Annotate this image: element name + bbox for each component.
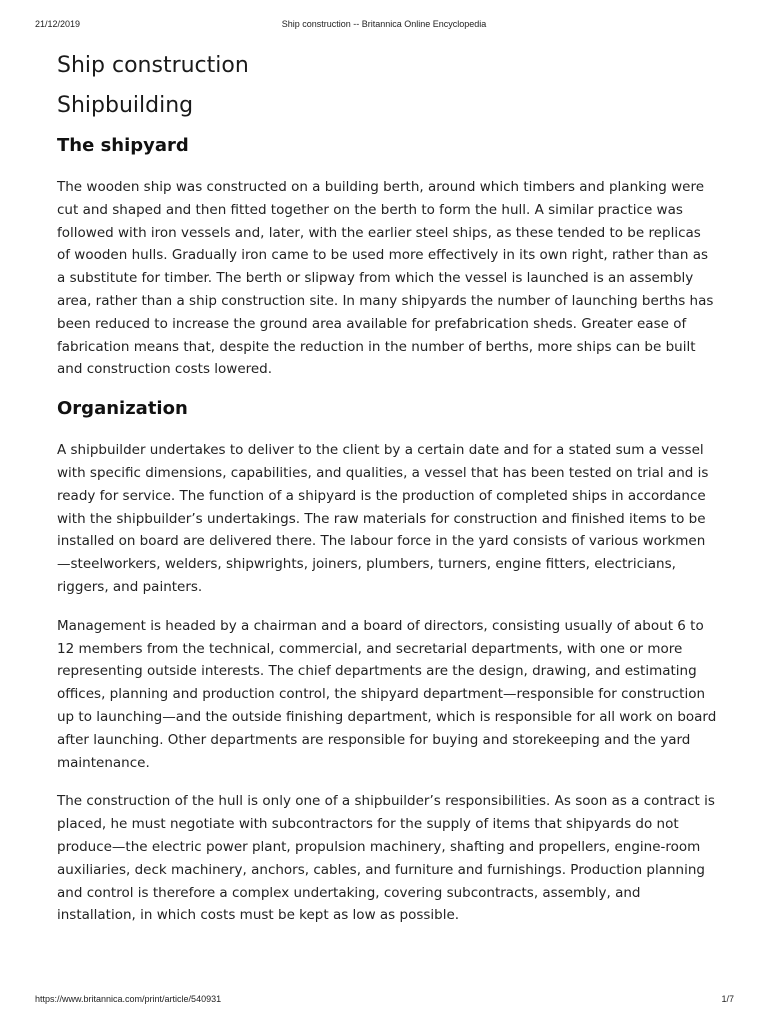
- page-number: 1/7: [721, 994, 734, 1004]
- paragraph-organization-2: Management is headed by a chairman and a board of directors, consisting usually of about 6 to 12 members from the technical, commercial, and secretarial departments, with one or more representing outside interests. The chief departments are the design, drawing, and estimating offices, planning and production control, the shipyard department—responsible for construction up to launching—and the outside finishing department, which is responsible for all work on board after launching. Other departments are responsible for buying and storekeeping and the yard maintenance.: [57, 617, 717, 771]
- section-heading-shipyard: The shipyard: [57, 135, 189, 156]
- print-page-title: Ship construction -- Britannica Online Encyclopedia: [281, 19, 487, 29]
- source-url: https://www.britannica.com/print/article/540931: [35, 994, 222, 1004]
- article-title: Ship construction: [57, 53, 249, 78]
- article-content: [57, 48, 717, 927]
- print-date: 21/12/2019: [35, 19, 81, 29]
- section-heading-organization: Organization: [57, 398, 188, 420]
- article-subtitle: Shipbuilding: [57, 93, 194, 118]
- paragraph-organization-1: A shipbuilder undertakes to deliver to the client by a certain date and for a stated sum a vessel with specific dimensions, capabilities, and qualities, a vessel that has been tested on trial and is ready for service. The function of a shipyard is the production of completed ships in accordance with the shipbuilder’s undertakings. The raw materials for construction and finished items to be installed on board are delivered there. The labour force in the yard consists of various workmen—steelworkers, welders, shipwrights, joiners, plumbers, turners, engine fitters, electricians, riggers, and painters.: [57, 442, 709, 595]
- paragraph-organization-3: The construction of the hull is only one of a shipbuilder’s responsibilities. As soon as a contract is placed, he must negotiate with subcontractors for the supply of items that shipyards do not produce—the electric power plant, propulsion machinery, shafting and propellers, engine-room auxiliaries, deck machinery, anchors, cables, and furniture and furnishings. Production planning and control is therefore a complex undertaking, covering subcontracts, assembly, and installation, in which costs must be kept as low as possible.: [57, 793, 715, 924]
- paragraph-shipyard: The wooden ship was constructed on a building berth, around which timbers and planking were cut and shaped and then fitted together on the berth to form the hull. A similar practice was followed with iron vessels and, later, with the earlier steel ships, as these tended to be replicas of wooden hulls. Gradually iron came to be used more effectively in its own right, rather than as a substitute for timber. The berth or slipway from which the vessel is launched is an assembly area, rather than a ship construction site. In many shipyards the number of launching berths has been reduced to increase the ground area available for prefabrication sheds. Greater ease of fabrication means that, despite the reduction in the number of berths, more ships can be built and construction costs lowered.: [57, 179, 714, 378]
- print-header: [0, 0, 768, 50]
